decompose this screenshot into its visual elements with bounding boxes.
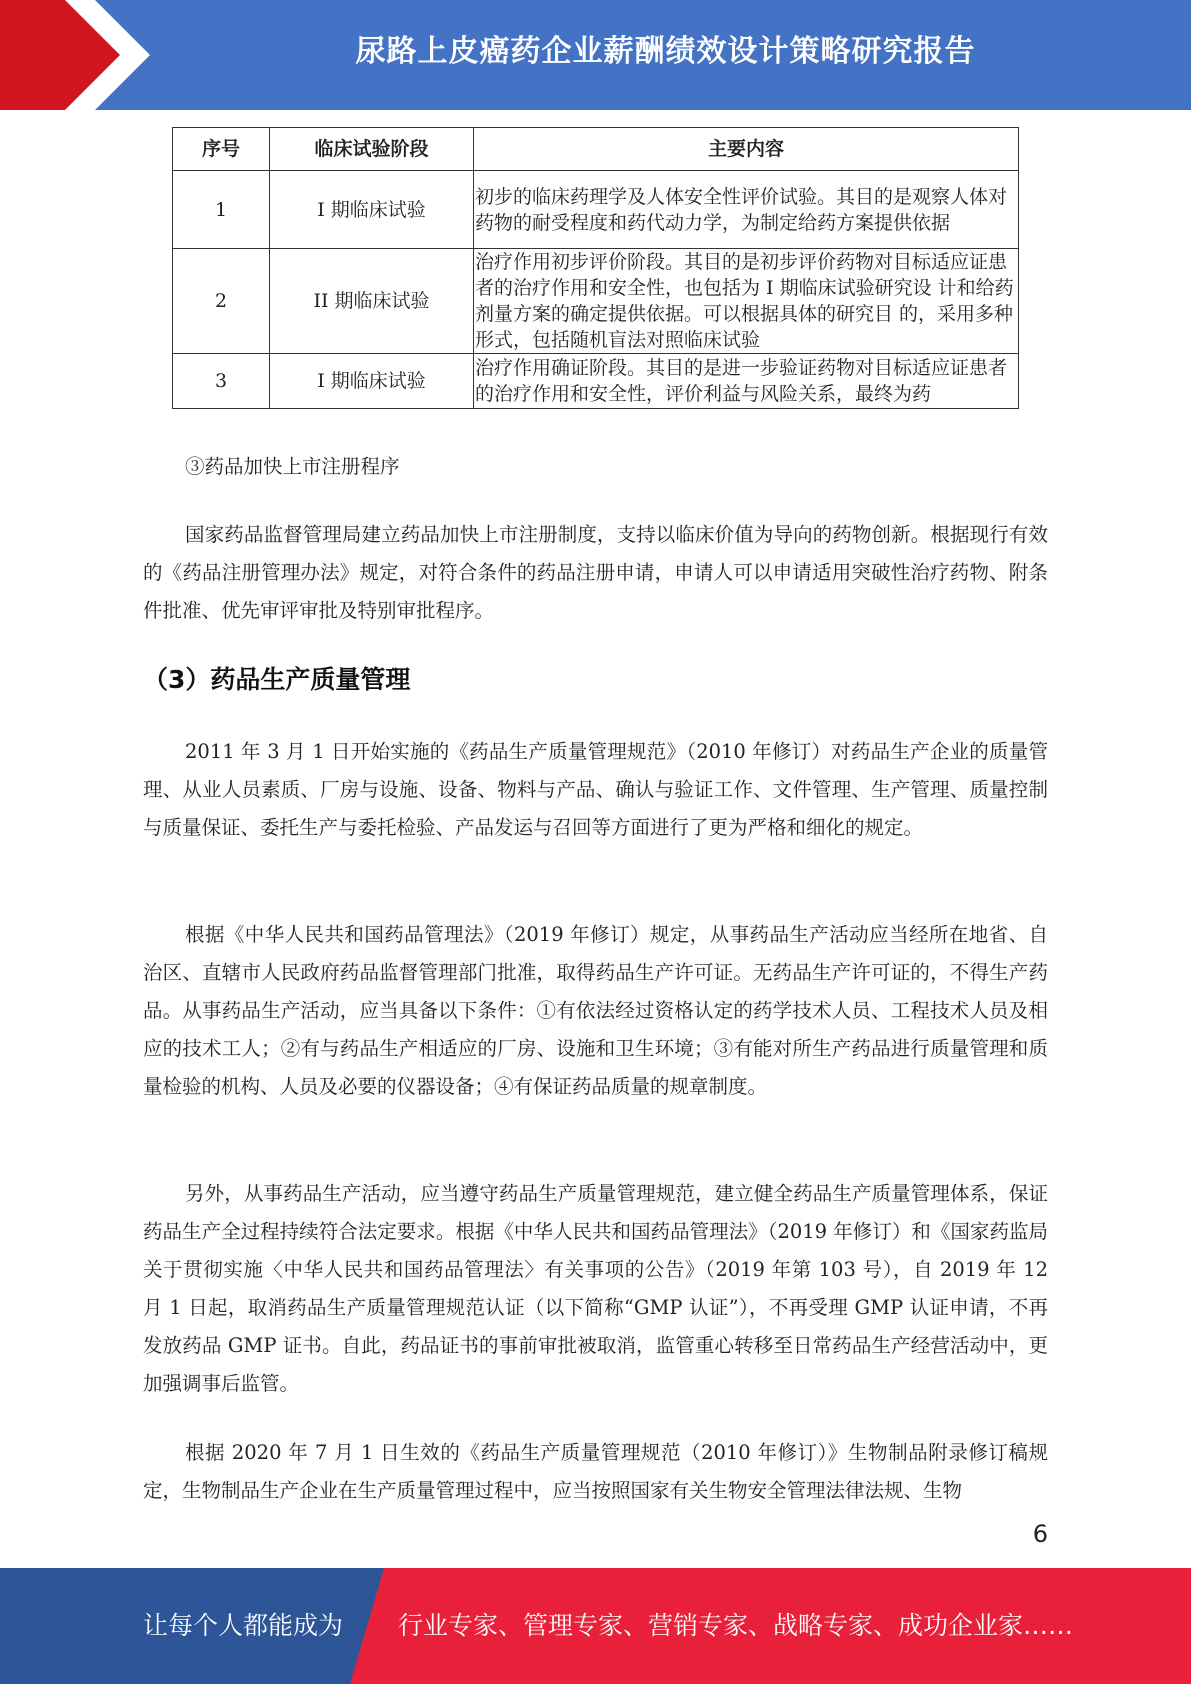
row-stage: II 期临床试验 [270,249,474,354]
page-header [0,0,1191,110]
page-number: 6 [1032,1520,1048,1548]
paragraph-gmp-certification: 另外，从事药品生产活动，应当遵守药品生产质量管理规范，建立健全药品生产质量管理体系，保证药品生产全过程持续符合法定要求。根据《中华人民共和国药品管理法》（2019 年修订）和《国家药监局关于贯彻实施〈中华人民共和国药品管理法〉有关事项的公告》（2019 年第 103 号），自 2019 年 12 月 1 日起，取消药品生产质量管理规范认证（以下简称“GMP 认证”），不再受理 GMP 认证申请，不再发放药品 GMP 证书。自此，药品证书的事前审批被取消，监管重心转移至日常药品生产经营活动中，更加强调事后监管。 [143,1182,1048,1395]
row-stage: I 期临床试验 [270,354,474,409]
row-no: 1 [173,171,270,249]
table-row [173,171,1019,249]
paragraph-drug-administration-law: 根据《中华人民共和国药品管理法》（2019 年修订）规定，从事药品生产活动应当经所在地省、自治区、直辖市人民政府药品监督管理部门批准，取得药品生产许可证。无药品生产许可证的，不得生产药品。从事药品生产活动，应当具备以下条件：①有依法经过资格认定的药学技术人员、工程技术人员及相应的技术工人；②有与药品生产相适应的厂房、设施和卫生环境；③有能对所生产药品进行质量管理和质量检验的机构、人员及必要的仪器设备；④有保证药品质量的规章制度。 [143,923,1048,1098]
row-no: 3 [173,354,270,409]
column-header-content: 主要内容 [474,128,1019,171]
page-footer [0,1568,1191,1684]
section-heading: （3）药品生产质量管理 [143,665,411,694]
paragraph-accelerated-registration: 国家药品监督管理局建立药品加快上市注册制度，支持以临床价值为导向的药物创新。根据现行有效的《药品注册管理办法》规定，对符合条件的药品注册申请，申请人可以申请适用突破性治疗药物、附条件批准、优先审评审批及特别审批程序。 [143,523,1048,622]
report-title: 尿路上皮癌药企业薪酬绩效设计策略研究报告 [355,34,976,69]
column-header-no: 序号 [173,128,270,171]
row-content: 初步的临床药理学及人体安全性评价试验。其目的是观察人体对药物的耐受程度和药代动力学，为制定给药方案提供依据 [474,171,1019,249]
column-header-stage: 临床试验阶段 [270,128,474,171]
subsection-label: ③药品加快上市注册程序 [185,455,400,478]
paragraph-gmp-2010: 2011 年 3 月 1 日开始实施的《药品生产质量管理规范》（2010 年修订）对药品生产企业的质量管理、从业人员素质、厂房与设施、设备、物料与产品、确认与验证工作、文件管理、生产管理、质量控制与质量保证、委托生产与委托检验、产品发运与召回等方面进行了更为严格和细化的规定。 [143,740,1048,839]
table-row [173,354,1019,409]
footer-slogan-right: 行业专家、管理专家、营销专家、战略专家、成功企业家…… [398,1611,1074,1640]
row-no: 2 [173,249,270,354]
paragraph-biological-products: 根据 2020 年 7 月 1 日生效的《药品生产质量管理规范（2010 年修订）》生物制品附录修订稿规定，生物制品生产企业在生产质量管理过程中，应当按照国家有关生物安全管理法律法规、生物 [143,1441,1048,1502]
table-header-row [173,128,1019,171]
row-stage: I 期临床试验 [270,171,474,249]
footer-slogan-left: 让每个人都能成为 [143,1611,344,1640]
table-row [173,249,1019,354]
row-content: 治疗作用初步评价阶段。其目的是初步评价药物对目标适应证患者的治疗作用和安全性，也包括为 I 期临床试验研究设 计和给药剂量方案的确定提供依据。可以根据具体的研究目 的，采用多种形式，包括随机盲法对照临床试验 [474,249,1019,354]
clinical-trial-table [172,127,1019,409]
row-content: 治疗作用确证阶段。其目的是进一步验证药物对目标适应证患者的治疗作用和安全性，评价利益与风险关系，最终为药 [474,354,1019,409]
